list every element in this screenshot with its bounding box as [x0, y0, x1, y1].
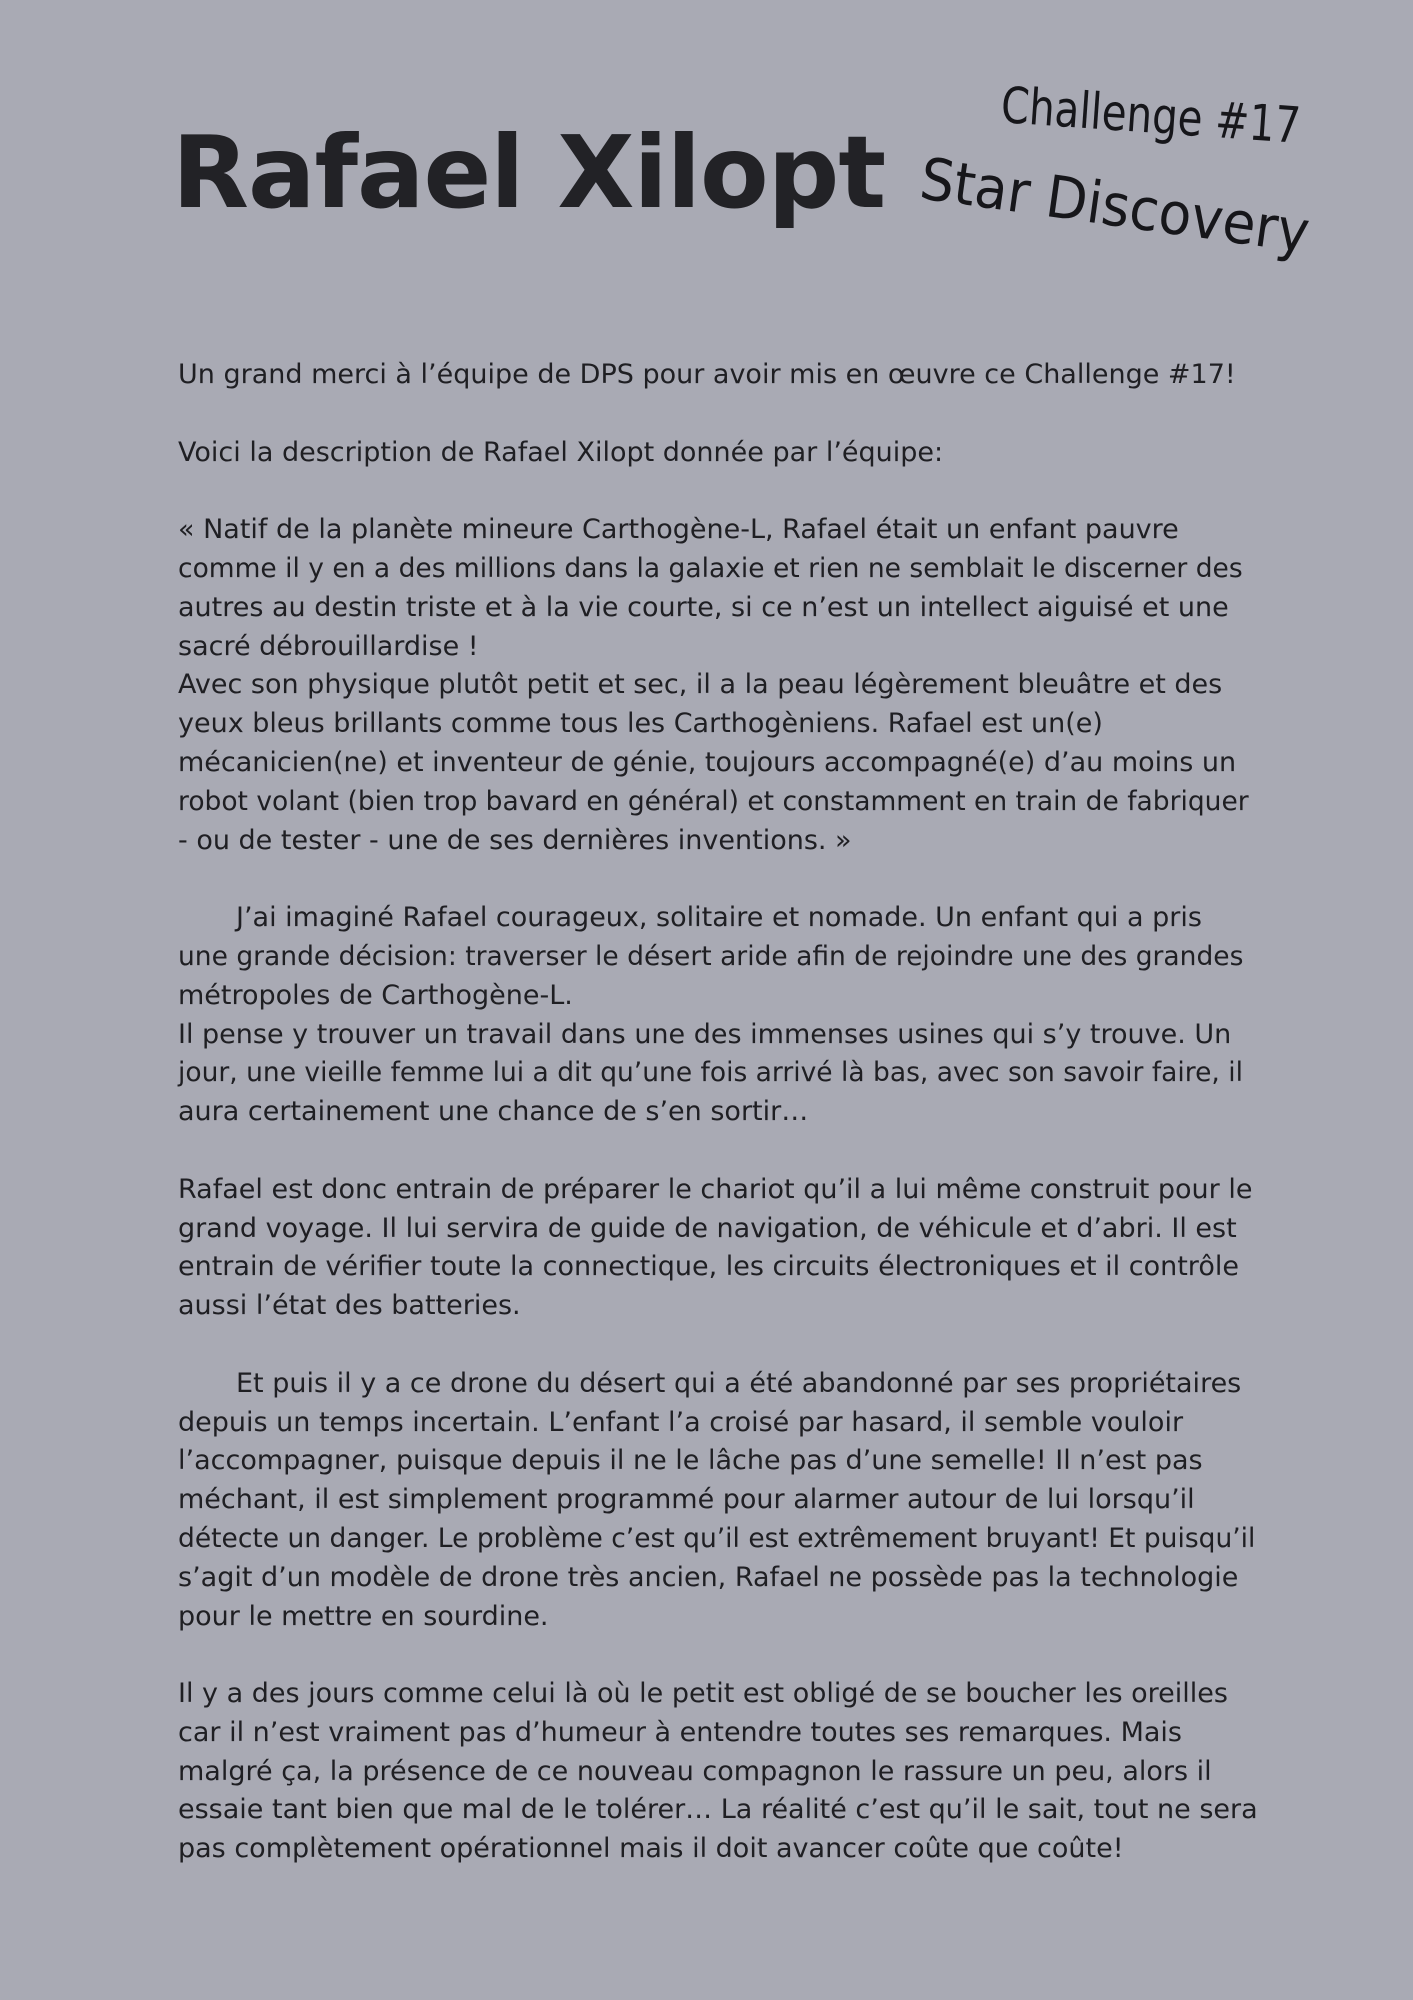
text-line: sacré débrouillardise !	[178, 630, 479, 662]
paragraph-thanks: Un grand merci à l’équipe de DPS pour avoir mis en œuvre ce Challenge #17!	[178, 359, 1236, 390]
text-line: Rafael est donc entrain de préparer le chariot qu’il a lui même construit pour le	[178, 1173, 1253, 1205]
text-line: car il n’est vraiment pas d’humeur à entendre toutes ses remarques. Mais	[178, 1716, 1182, 1748]
text-line: l’accompagner, puisque depuis il ne le lâche pas d’une semelle! Il n’est pas	[178, 1445, 1203, 1477]
text-line: Avec son physique plutôt petit et sec, il a la peau légèrement bleuâtre et des	[178, 669, 1223, 701]
text-line: Il y a des jours comme celui là où le petit est obligé de se boucher les oreilles	[178, 1678, 1228, 1710]
text-line: pour le mettre en sourdine.	[178, 1600, 549, 1632]
text-line: comme il y en a des millions dans la galaxie et rien ne semblait le discerner des	[178, 552, 1243, 584]
text-line: depuis un temps incertain. L’enfant l’a croisé par hasard, il semble vouloir	[178, 1406, 1184, 1438]
text-line: « Natif de la planète mineure Carthogène-L, Rafael était un enfant pauvre	[178, 514, 1179, 546]
text-line: robot volant (bien trop bavard en général) et constamment en train de fabriquer	[178, 785, 1249, 817]
text-line: malgré ça, la présence de ce nouveau compagnon le rassure un peu, alors il	[178, 1755, 1212, 1787]
text-line: autres au destin triste et à la vie courte, si ce n’est un intellect aiguisé et une	[178, 591, 1229, 623]
text-line: Et puis il y a ce drone du désert qui a été abandonné par ses propriétaires	[236, 1367, 1242, 1399]
paragraph-drone	[178, 1365, 1258, 1637]
text-line: méchant, il est simplement programmé pour alarmer autour de lui lorsqu’il	[178, 1484, 1195, 1516]
logo-line-2: Star Discovery	[916, 144, 1346, 271]
text-line: pas complètement opérationnel mais il doit avancer coûte que coûte!	[178, 1833, 1124, 1865]
challenge-logo	[910, 50, 1374, 280]
text-line: J’ai imaginé Rafael courageux, solitaire et nomade. Un enfant qui a pris	[236, 902, 1202, 934]
text-line: détecte un danger. Le problème c’est qu’il est extrêmement bruyant! Et puisqu’il	[178, 1522, 1256, 1554]
paragraph-days	[178, 1675, 1258, 1869]
text-line: - ou de tester - une de ses dernières inventions. »	[178, 824, 852, 856]
text-line: entrain de vérifier toute la connectique, les circuits électroniques et il contrôle	[178, 1251, 1239, 1283]
paragraph-quote	[178, 511, 1258, 860]
document-body	[178, 356, 1258, 1869]
paragraph-chariot	[178, 1171, 1258, 1326]
text-line: aussi l’état des batteries.	[178, 1290, 521, 1322]
text-line: s’agit d’un modèle de drone très ancien, Rafael ne possède pas la technologie	[178, 1561, 1239, 1593]
text-line: jour, une vieille femme lui a dit qu’une fois arrivé là bas, avec son savoir faire, il	[178, 1057, 1243, 1089]
text-line: grand voyage. Il lui servira de guide de navigation, de véhicule et d’abri. Il est	[178, 1212, 1237, 1244]
paragraph-imagined	[178, 899, 1258, 1132]
text-line: essaie tant bien que mal de le tolérer… La réalité c’est qu’il le sait, tout ne sera	[178, 1794, 1258, 1826]
paragraph-intro: Voici la description de Rafael Xilopt donnée par l’équipe:	[178, 436, 944, 468]
text-line: mécanicien(ne) et inventeur de génie, toujours accompagné(e) d’au moins un	[178, 746, 1237, 778]
text-line: une grande décision: traverser le désert aride afin de rejoindre une des grandes	[178, 940, 1244, 972]
page-title: Rafael Xilopt	[172, 114, 886, 231]
text-line: Il pense y trouver un travail dans une des immenses usines qui s’y trouve. Un	[178, 1018, 1232, 1050]
logo-line-1: Challenge #17	[999, 76, 1374, 160]
text-line: aura certainement une chance de s’en sortir…	[178, 1096, 809, 1128]
text-line: métropoles de Carthogène-L.	[178, 979, 573, 1011]
text-line: yeux bleus brillants comme tous les Carthogèniens. Rafael est un(e)	[178, 708, 1103, 740]
